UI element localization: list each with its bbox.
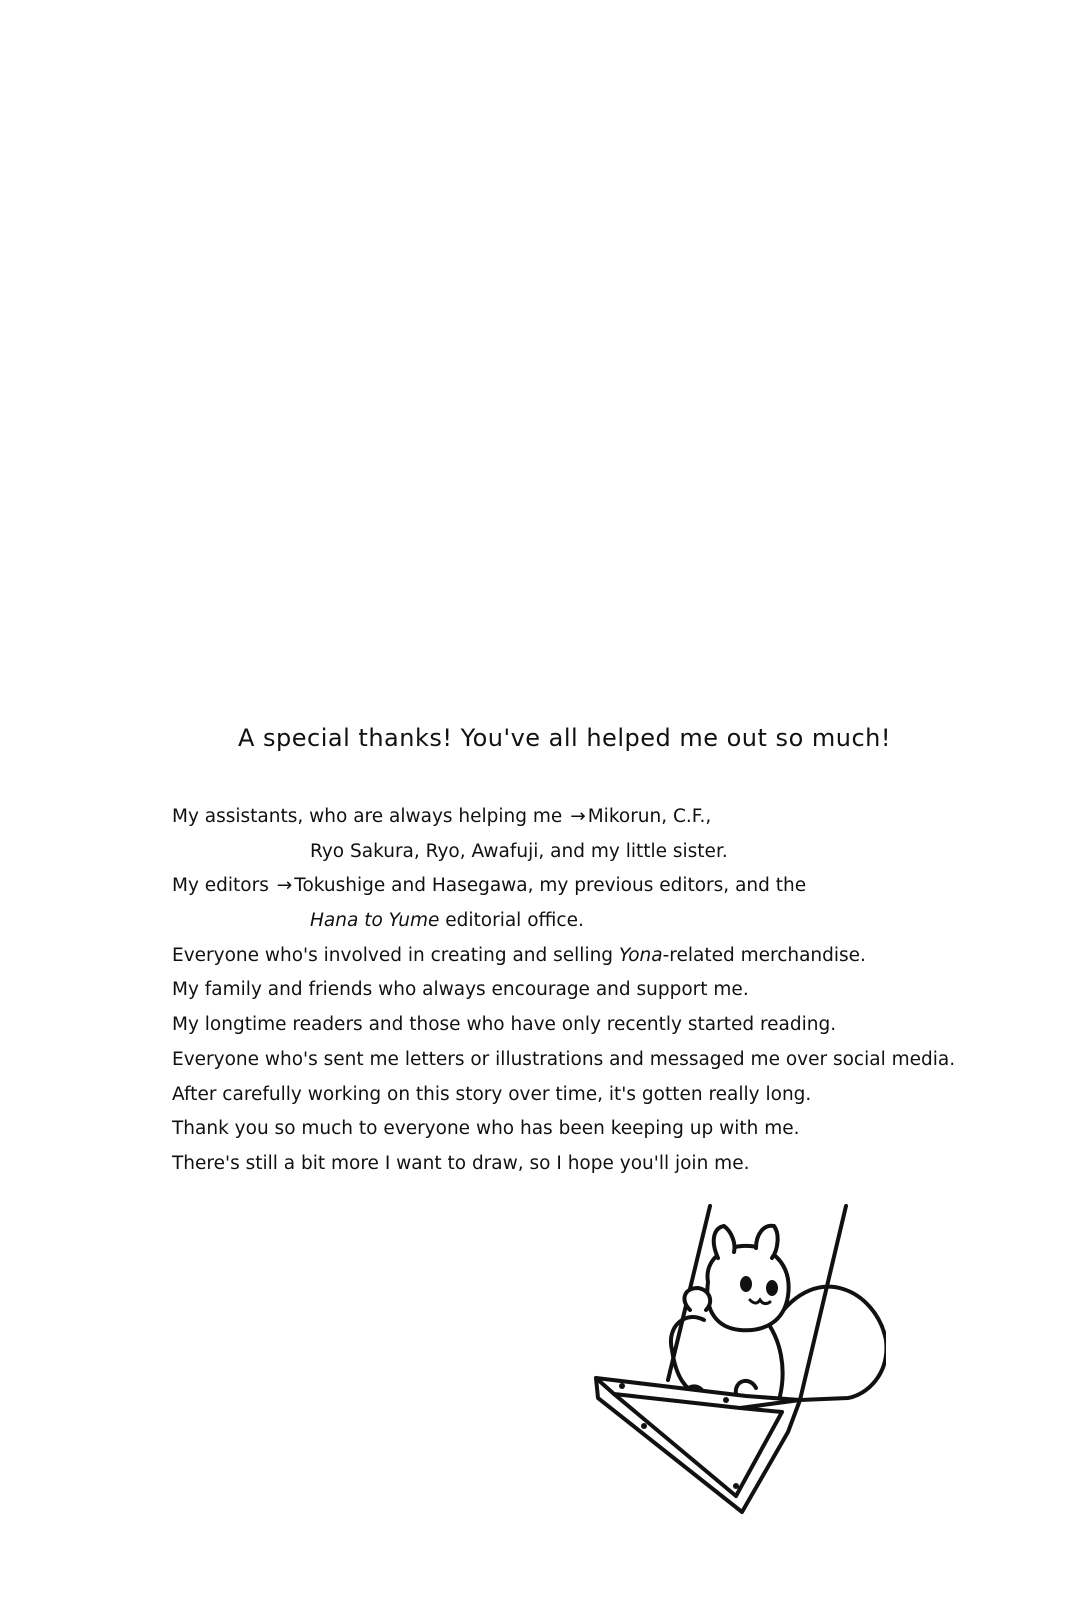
list-item-assistants-cont [172,835,1032,870]
list-item: Thank you so much to everyone who has been keeping up with me. [172,1118,800,1140]
line1-post: -related merchandise. [662,944,866,966]
list-item: After carefully working on this story over time, it's gotten really long. [172,1083,812,1105]
list-item: There's still a bit more I want to draw, so I hope you'll join me. [172,1152,750,1174]
list-item-assistants [172,800,1032,835]
squirrel-on-swing-illustration [586,1200,886,1520]
assistants-names-line1: Mikorun, C.F., [587,806,712,827]
page-heading: A special thanks! You've all helped me out so much! [238,724,891,752]
thanks-list [172,800,1032,1182]
squirrel-tail [776,1287,886,1400]
magazine-title: Hana to Yume [310,910,440,932]
squirrel-eye-left [740,1276,752,1292]
squirrel-paw-left [684,1288,710,1310]
swing-rope-right [800,1206,846,1400]
swing-seat-outline [596,1378,800,1512]
swing-bolt [641,1423,647,1429]
squirrel-foot-right [736,1381,756,1394]
editors-names-line2: editorial office. [439,910,584,932]
swing-bolt [733,1483,739,1489]
arrow-right-icon: → [570,806,586,827]
squirrel-body-right [764,1318,783,1396]
editors-label: My editors [172,875,269,897]
editors-names-line1: Tokushige and Hasegawa, my previous editors, and the [294,875,807,897]
list-item: My family and friends who always encourage and support me. [172,979,749,1001]
squirrel-eye-right [766,1280,778,1296]
assistants-label: My assistants, who are always helping me [172,806,563,827]
list-item-editors [172,869,1032,904]
swing-bolt [619,1383,625,1389]
list-item: Everyone who's sent me letters or illustrations and messaged me over social media. [172,1048,956,1070]
squirrel-body-left [671,1317,704,1396]
list-item [172,939,1032,974]
swing-bolt [723,1397,729,1403]
list-item-editors-cont [172,904,1032,939]
list-item: My longtime readers and those who have only recently started reading. [172,1014,837,1036]
series-title: Yona [618,944,663,966]
assistants-names-line2: Ryo Sakura, Ryo, Awafuji, and my little sister. [310,840,728,862]
line1-pre: Everyone who's involved in creating and selling [172,944,619,966]
arrow-right-icon: → [276,875,293,897]
